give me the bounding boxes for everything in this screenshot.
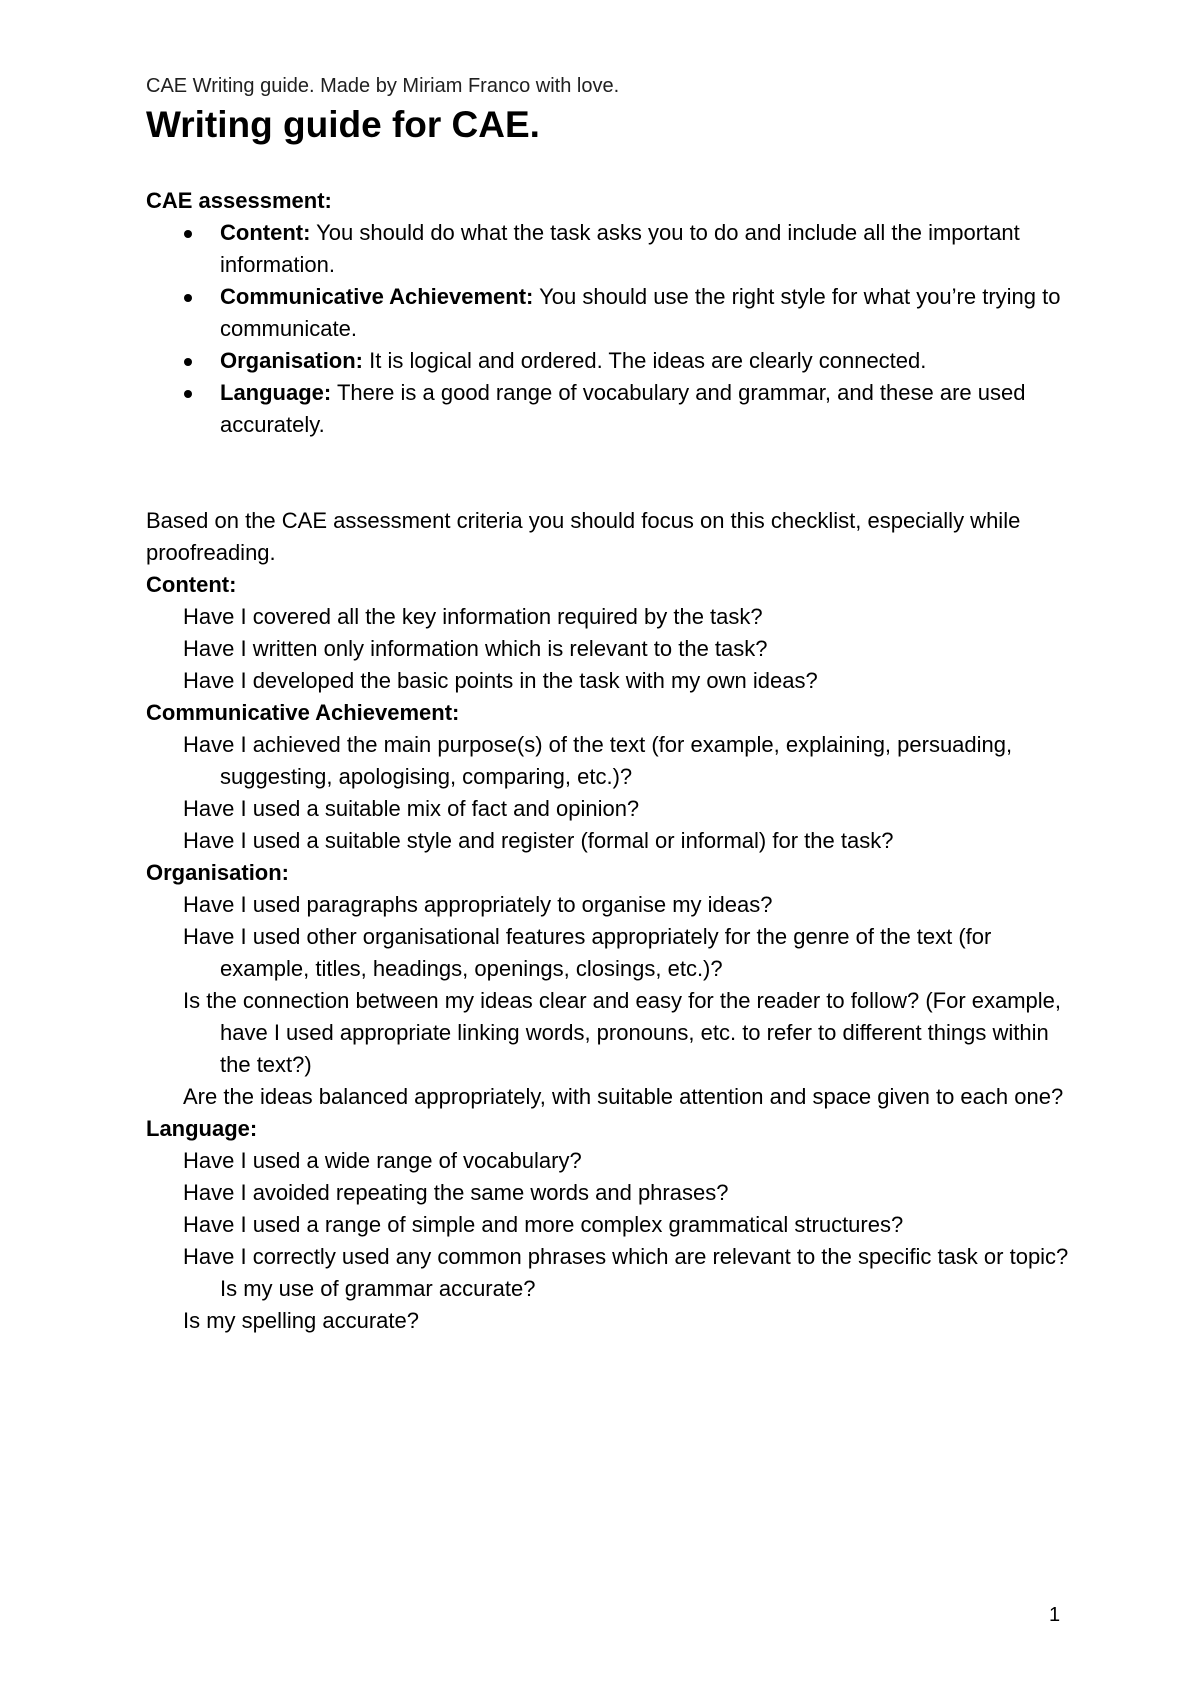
checklist-item: Have I used paragraphs appropriately to organise my ideas? bbox=[183, 892, 773, 917]
checklist-item: Have I used a wide range of vocabulary? bbox=[183, 1148, 582, 1173]
checklist-item: Have I used a suitable mix of fact and opinion? bbox=[183, 796, 640, 821]
document-title: Writing guide for CAE. bbox=[146, 104, 540, 145]
checklist-content bbox=[146, 601, 1076, 697]
bullet-icon bbox=[184, 358, 192, 366]
checklist-item: Have I developed the basic points in the task with my own ideas? bbox=[183, 668, 818, 693]
checklist-item: Have I correctly used any common phrases which are relevant to the specific task or topic? Is my use of grammar accurate? bbox=[183, 1244, 1069, 1301]
criteria-item-communicative-achievement bbox=[146, 281, 1076, 345]
checklist-item: Have I used other organisational features appropriately for the genre of the text (for example, titles, headings, openings, closings, etc.)? bbox=[183, 924, 992, 981]
checklist-item: Have I avoided repeating the same words and phrases? bbox=[183, 1180, 729, 1205]
criteria-description: There is a good range of vocabulary and grammar, and these are used accurately. bbox=[220, 380, 1026, 437]
checklist-item: Have I used a range of simple and more complex grammatical structures? bbox=[183, 1212, 904, 1237]
checklist-item: Have I used a suitable style and register (formal or informal) for the task? bbox=[183, 828, 894, 853]
checklist-heading-content: Content: bbox=[146, 572, 237, 597]
criteria-description: You should do what the task asks you to do and include all the important information. bbox=[220, 220, 1020, 277]
criteria-item-content bbox=[146, 217, 1076, 281]
criteria-term: Language: bbox=[220, 380, 332, 405]
page-header: CAE Writing guide. Made by Miriam Franco with love. bbox=[146, 75, 620, 97]
page-number: 1 bbox=[1049, 1604, 1061, 1626]
checklist-organisation bbox=[146, 889, 1076, 1113]
checklist-language bbox=[146, 1145, 1076, 1337]
bullet-icon bbox=[184, 230, 192, 238]
checklist-item: Have I achieved the main purpose(s) of the text (for example, explaining, persuading, suggesting, apologising, comparing, etc.)? bbox=[183, 732, 1013, 789]
assessment-criteria-list bbox=[146, 217, 1076, 441]
criteria-term: Communicative Achievement: bbox=[220, 284, 534, 309]
checklist-communicative-achievement bbox=[146, 729, 1076, 857]
bullet-icon bbox=[184, 390, 192, 398]
document-body bbox=[146, 185, 1076, 1337]
criteria-term: Content: bbox=[220, 220, 311, 245]
assessment-heading: CAE assessment: bbox=[146, 188, 332, 213]
checklist-item: Are the ideas balanced appropriately, with suitable attention and space given to each one? bbox=[183, 1084, 1064, 1109]
checklist-intro: Based on the CAE assessment criteria you should focus on this checklist, especially while proofreading. bbox=[146, 508, 1021, 565]
bullet-icon bbox=[184, 294, 192, 302]
criteria-item-organisation bbox=[146, 345, 1076, 377]
checklist-heading-organisation: Organisation: bbox=[146, 860, 290, 885]
checklist-heading-communicative-achievement: Communicative Achievement: bbox=[146, 700, 460, 725]
checklist-item: Is the connection between my ideas clear and easy for the reader to follow? (For example, have I used appropriate linking words, pronouns, etc. to refer to different things within the text?) bbox=[183, 988, 1062, 1077]
checklist-item: Have I covered all the key information required by the task? bbox=[183, 604, 763, 629]
criteria-description: It is logical and ordered. The ideas are clearly connected. bbox=[363, 348, 927, 373]
checklist-item: Have I written only information which is relevant to the task? bbox=[183, 636, 768, 661]
checklist-heading-language: Language: bbox=[146, 1116, 258, 1141]
criteria-term: Organisation: bbox=[220, 348, 364, 373]
criteria-description: You should use the right style for what you’re trying to communicate. bbox=[220, 284, 1061, 341]
criteria-item-language bbox=[146, 377, 1076, 441]
checklist-item: Is my spelling accurate? bbox=[183, 1308, 419, 1333]
